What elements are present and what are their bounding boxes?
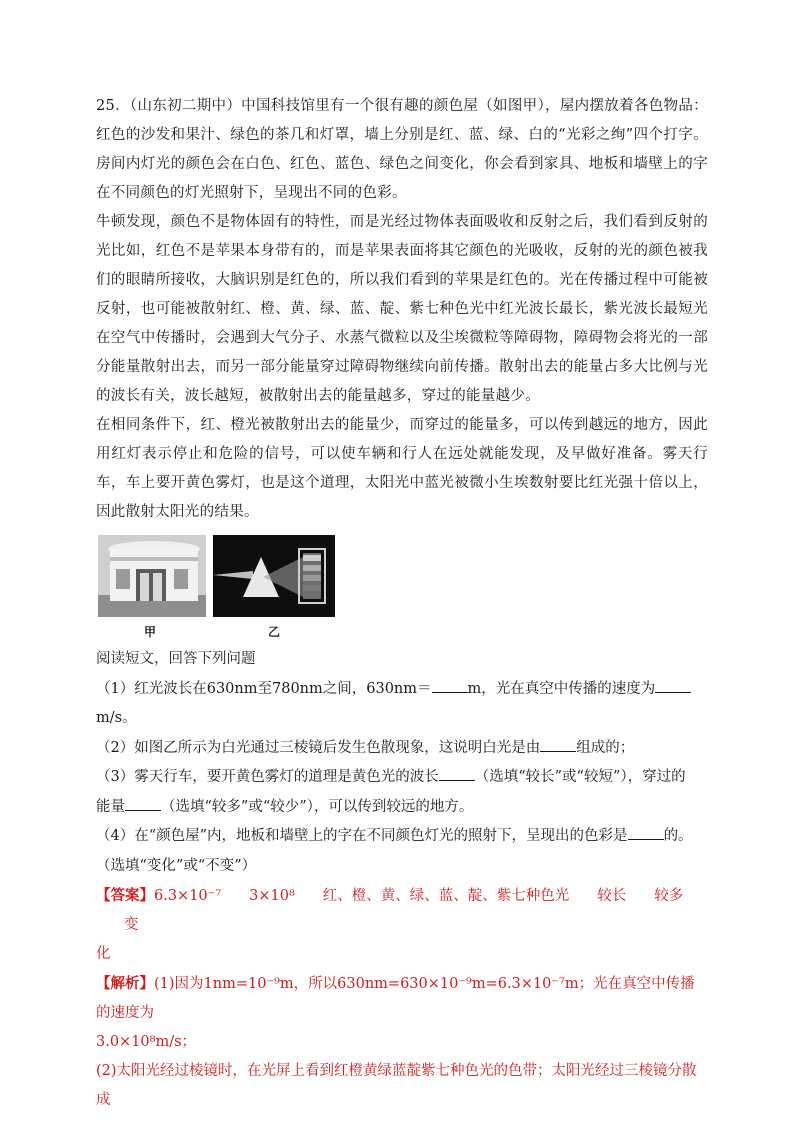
passage-paragraph-2: 牛顿发现，颜色不是物体固有的特性，而是光经过物体表面吸收和反射之后，我们看到反射的光比如，红色不是苹果本身带有的，而是苹果表面将其它颜色的光吸收，反射的光的颜色被我们的眼睛所接收，大脑识别是红色的，所以我们看到的苹果是红色的。光在传播过程中可能被反射，也可能被散射红、橙、黄、绿、蓝、靛、紫七种色光中红光波长最长，紫光波长最短光在空气中传播时，会遇到大气分子、水蒸气微粒以及尘埃微粒等障碍物，障碍物会将光的一部分能量散射出去，而另一部分能量穿过障碍物继续向前传播。散射出去的能量占多大比例与光的波长有关，波长越短，被散射出去的能量越多，穿过的能量越少。	[96, 214, 708, 404]
analysis-line-3: (2)太阳光经过棱镜时，在光屏上看到红橙黄绿蓝靛紫七种色光的色带；太阳光经过三棱镜分散成	[96, 1063, 697, 1108]
answer-1: 6.3×10⁻⁷	[154, 888, 222, 904]
answer-blank	[628, 825, 664, 840]
question-4-text-b: 的。	[663, 828, 693, 844]
question-3-text-d: （选填“较多”或“较少”），可以传到较远的地方。	[161, 798, 474, 815]
figure-color-house-photo	[98, 535, 206, 617]
figure-b-caption: 乙	[268, 625, 281, 639]
figure-prism-dispersion	[213, 535, 335, 617]
answer-blank	[540, 737, 576, 752]
answer-4: 较长	[597, 888, 627, 904]
question-2-text-a: （2）如图乙所示为白光通过三棱镜后发生色散现象，这说明白光是由	[96, 739, 541, 756]
figure-group	[96, 535, 708, 645]
question-2	[96, 734, 708, 764]
question-3-continued	[96, 793, 708, 823]
analysis-line-1	[96, 969, 708, 1028]
answer-line	[96, 881, 708, 940]
answer-blank	[655, 678, 691, 693]
question-3-text-a: （3）雾天行车，要开黄色雾灯的道理是黄色光的波长	[96, 769, 439, 785]
passage-paragraph-1: 25．（山东初二期中）中国科技馆里有一个很有趣的颜色屋（如图甲），屋内摆放着各色物品：红色的沙发和果汁、绿色的茶几和灯罩，墙上分别是红、蓝、绿、白的“光彩之绚”四个打字。房间内灯光的颜色会在白色、红色、蓝色、绿色之间变化，你会看到家具、地板和墙壁上的字在不同颜色的灯光照射下，呈现出不同的色彩。	[96, 98, 708, 201]
question-1-text-a: （1）红光波长在630nm至780nm之间，630nm＝	[96, 680, 432, 697]
answer-blank	[439, 766, 475, 781]
answer-2: 3×10⁸	[249, 888, 295, 904]
question-4-text-a: （4）在“颜色屋”内，地板和墙壁上的字在不同颜色灯光的照射下，呈现出的色彩是	[96, 828, 628, 844]
question-1-text-c: m/s。	[96, 710, 137, 726]
answer-5: 较多	[654, 888, 684, 904]
analysis-text-1: (1)因为1nm=10⁻⁹m，所以630nm=630×10⁻⁹m=6.3×10⁻⁷m；光在真空中传播的速度为	[96, 976, 695, 1021]
answer-blank	[432, 678, 468, 693]
question-2-text-b: 组成的；	[576, 739, 635, 756]
figure-a-caption: 甲	[144, 625, 157, 639]
answer-blank	[125, 796, 161, 811]
analysis-line-2: 3.0×10⁸m/s；	[96, 1034, 197, 1050]
question-4-hint: （选填“变化”或“不变”）	[96, 857, 257, 874]
passage-paragraph-3: 在相同条件下，红、橙光被散射出去的能量少，而穿过的能量多，可以传到越远的地方，因此用红灯表示停止和危险的信号，可以使车辆和行人在远处就能发现，及早做好准备。雾天行车，车上要开黄色雾灯，也是这个道理，太阳光中蓝光被微小生埃数射要比红光强十倍以上，因此散射太阳光的结果。	[96, 417, 708, 520]
document-page	[96, 92, 708, 1115]
question-3-text-b: （选填“较长”或“较短”），穿过的	[474, 769, 686, 785]
answer-label: 【答案】	[96, 887, 154, 904]
answer-6: 变	[124, 917, 139, 933]
question-3-text-c: 能量	[96, 798, 125, 815]
question-3	[96, 763, 708, 793]
question-1-text-b: m，光在真空中传播的速度为	[467, 680, 656, 697]
question-4	[96, 822, 708, 852]
questions-intro: 阅读短文，回答下列问题	[96, 651, 256, 667]
analysis-label: 【解析】	[96, 975, 154, 992]
answer-line-continued: 化	[96, 946, 111, 962]
question-1	[96, 675, 708, 734]
answer-3: 红、橙、黄、绿、蓝、靛、紫七种色光	[322, 888, 570, 904]
